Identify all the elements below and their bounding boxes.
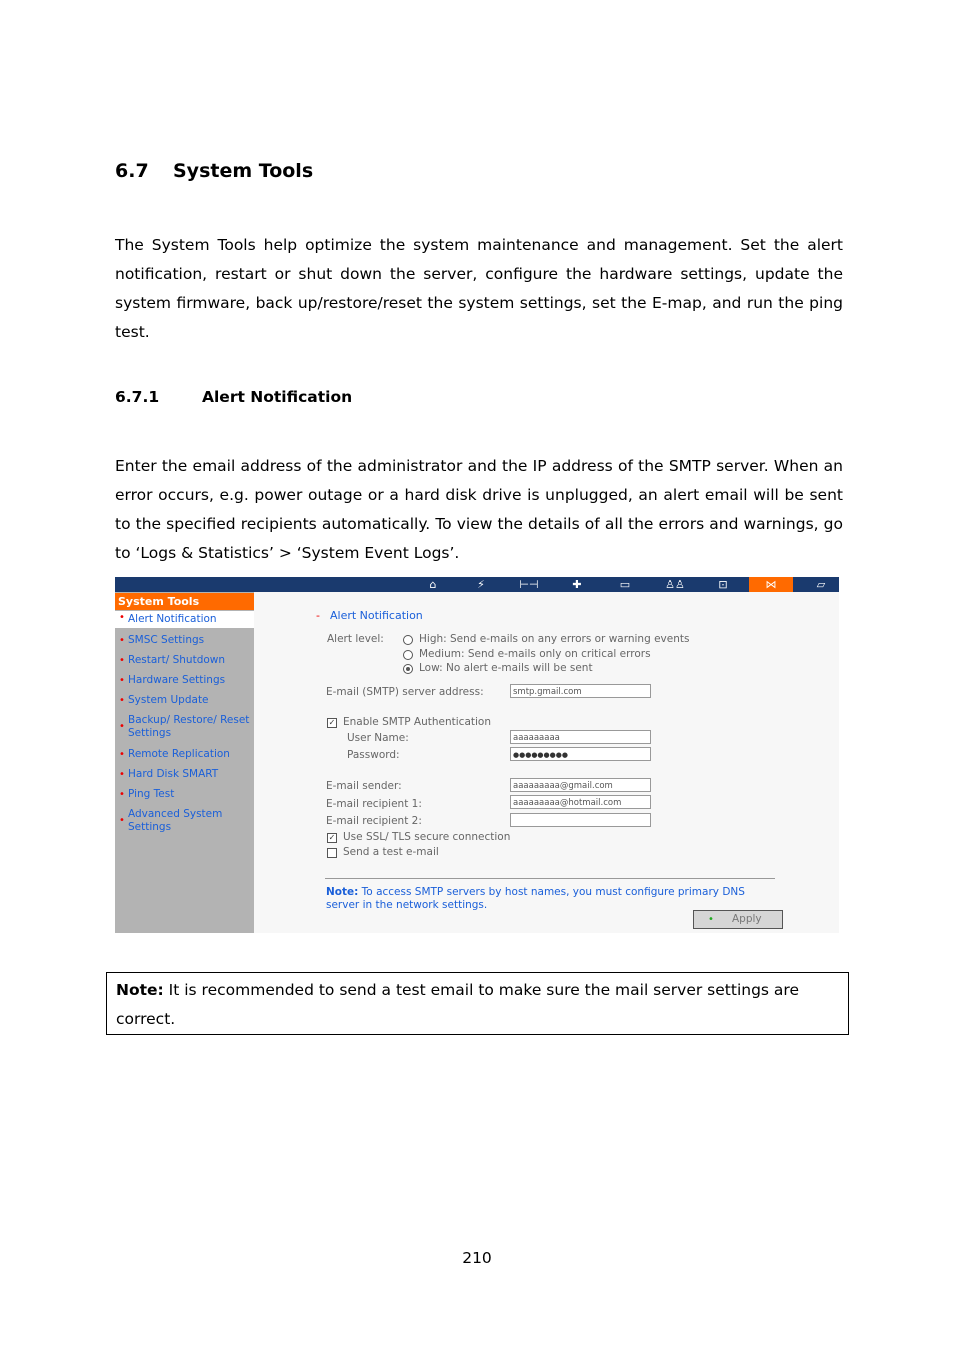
email-recipient1-label: E-mail recipient 1: bbox=[326, 798, 422, 810]
subsection-number: 6.7.1 bbox=[115, 388, 160, 406]
enable-auth-label: Enable SMTP Authentication bbox=[343, 716, 491, 728]
description-paragraph: Enter the email address of the administrator and the IP address of the SMTP server. When an error occurs, e.g. power outage or a hard disk drive is unplugged, an alert email will be sent to the specified recipients automatically. To view the details of all the errors and warnings, go to ‘Logs & Statistics’ > ‘System Event Logs’. bbox=[115, 457, 843, 562]
bullet-icon: • bbox=[119, 789, 125, 800]
divider bbox=[325, 878, 775, 879]
dns-note-text: To access SMTP servers by host names, you must configure primary DNS server in the network settings. bbox=[326, 886, 745, 911]
sidebar-item-label: Alert Notification bbox=[128, 613, 217, 625]
bullet-icon: • bbox=[119, 769, 125, 780]
sidebar-header: System Tools bbox=[115, 593, 254, 610]
email-recipient2-input[interactable] bbox=[510, 813, 651, 827]
sidebar-item-label: Remote Replication bbox=[128, 748, 230, 760]
smtp-server-input[interactable]: smtp.gmail.com bbox=[510, 684, 651, 698]
enable-auth-checkbox[interactable]: ✓ bbox=[328, 718, 336, 727]
note-body: It is recommended to send a test email to make sure the mail server settings are correct. bbox=[116, 981, 799, 1028]
logs-icon[interactable]: ▱ bbox=[816, 578, 826, 591]
sidebar-item-label: Ping Test bbox=[128, 788, 175, 800]
alert-level-high-label: High: Send e-mails on any errors or warning events bbox=[419, 633, 690, 645]
sidebar-item-label: SMSC Settings bbox=[128, 634, 205, 646]
sidebar-item-label: Hard Disk SMART bbox=[128, 768, 219, 780]
sidebar-item-label: Backup/ Restore/ Reset Settings bbox=[128, 714, 250, 739]
panel-title-text: Alert Notification bbox=[329, 609, 423, 622]
password-input[interactable]: ●●●●●●●●● bbox=[510, 747, 651, 761]
dns-note bbox=[326, 886, 776, 912]
bullet-icon: • bbox=[119, 655, 125, 666]
sidebar-item-label: Hardware Settings bbox=[128, 674, 226, 686]
bullet-icon: • bbox=[119, 721, 125, 732]
home-icon[interactable]: ⌂ bbox=[429, 578, 437, 591]
apply-label: Apply bbox=[732, 913, 762, 925]
display-icon[interactable]: ▭ bbox=[619, 578, 631, 591]
ssl-tls-checkbox[interactable]: ✓ bbox=[328, 833, 336, 842]
sidebar-item-backup-restore-reset[interactable] bbox=[115, 714, 254, 742]
email-sender-label: E-mail sender: bbox=[326, 780, 402, 792]
bullet-icon: • bbox=[119, 612, 125, 623]
intro-paragraph: The System Tools help optimize the system maintenance and management. Set the alert notification, restart or shut down the server, configure the hardware settings, update the system firmware, back up/restore/reset the system settings, set the E-map, and run the ping test. bbox=[115, 236, 843, 341]
email-sender-input[interactable]: aaaaaaaaa@gmail.com bbox=[510, 778, 651, 792]
alert-level-medium-radio[interactable] bbox=[403, 650, 413, 660]
sidebar-item-advanced-system-settings[interactable] bbox=[115, 808, 254, 836]
sidebar-item-alert-notification[interactable] bbox=[115, 611, 254, 628]
bullet-icon: • bbox=[119, 695, 125, 706]
note-box bbox=[106, 972, 849, 1035]
sidebar-item-label: Advanced System Settings bbox=[128, 808, 223, 833]
disk-icon[interactable]: ⊡ bbox=[718, 578, 728, 591]
wizard-icon[interactable]: ⚡ bbox=[477, 578, 485, 591]
ssl-tls-label: Use SSL/ TLS secure connection bbox=[343, 831, 511, 843]
sidebar-item-label: System Update bbox=[128, 694, 209, 706]
tools-icon[interactable]: ⋈ bbox=[749, 577, 793, 592]
bullet-icon: • bbox=[119, 815, 125, 826]
top-nav-bar bbox=[115, 577, 839, 592]
section-heading bbox=[115, 160, 313, 182]
password-label: Password: bbox=[347, 749, 400, 761]
note-text bbox=[116, 976, 840, 1034]
collapse-icon[interactable]: - bbox=[316, 609, 320, 622]
send-test-checkbox[interactable] bbox=[327, 848, 337, 858]
smtp-server-label: E-mail (SMTP) server address: bbox=[326, 686, 484, 698]
subsection-title: Alert Notification bbox=[202, 388, 353, 406]
ui-screenshot bbox=[115, 577, 839, 933]
bullet-icon: • bbox=[119, 749, 125, 760]
username-label: User Name: bbox=[347, 732, 409, 744]
users-icon[interactable]: ♙♙ bbox=[665, 578, 685, 591]
sidebar bbox=[115, 592, 254, 933]
content-panel bbox=[254, 592, 839, 933]
note-bold: Note: bbox=[116, 981, 164, 999]
alert-level-label: Alert level: bbox=[327, 633, 384, 645]
send-test-label: Send a test e-mail bbox=[343, 846, 439, 858]
bullet-icon: • bbox=[119, 635, 125, 646]
apply-bullet-icon: • bbox=[708, 914, 714, 925]
alert-level-low-radio[interactable] bbox=[403, 664, 413, 674]
email-recipient2-label: E-mail recipient 2: bbox=[326, 815, 422, 827]
subsection-heading bbox=[115, 388, 352, 406]
bullet-icon: • bbox=[119, 675, 125, 686]
email-recipient1-input[interactable]: aaaaaaaaa@hotmail.com bbox=[510, 795, 651, 809]
device-icon[interactable]: ✚ bbox=[572, 578, 582, 591]
apply-button[interactable] bbox=[693, 910, 783, 929]
section-number: 6.7 bbox=[115, 160, 149, 182]
network-icon[interactable]: ⊢⊣ bbox=[519, 578, 539, 591]
username-input[interactable]: aaaaaaaaa bbox=[510, 730, 651, 744]
section-title: System Tools bbox=[173, 160, 314, 182]
page-number: 210 bbox=[462, 1249, 492, 1267]
alert-level-high-radio[interactable] bbox=[403, 635, 413, 645]
alert-level-low-label: Low: No alert e-mails will be sent bbox=[419, 662, 593, 674]
sidebar-item-label: Restart/ Shutdown bbox=[128, 654, 226, 666]
alert-level-medium-label: Medium: Send e-mails only on critical errors bbox=[419, 648, 651, 660]
dns-note-bold: Note: bbox=[326, 886, 359, 898]
panel-title bbox=[316, 609, 423, 622]
